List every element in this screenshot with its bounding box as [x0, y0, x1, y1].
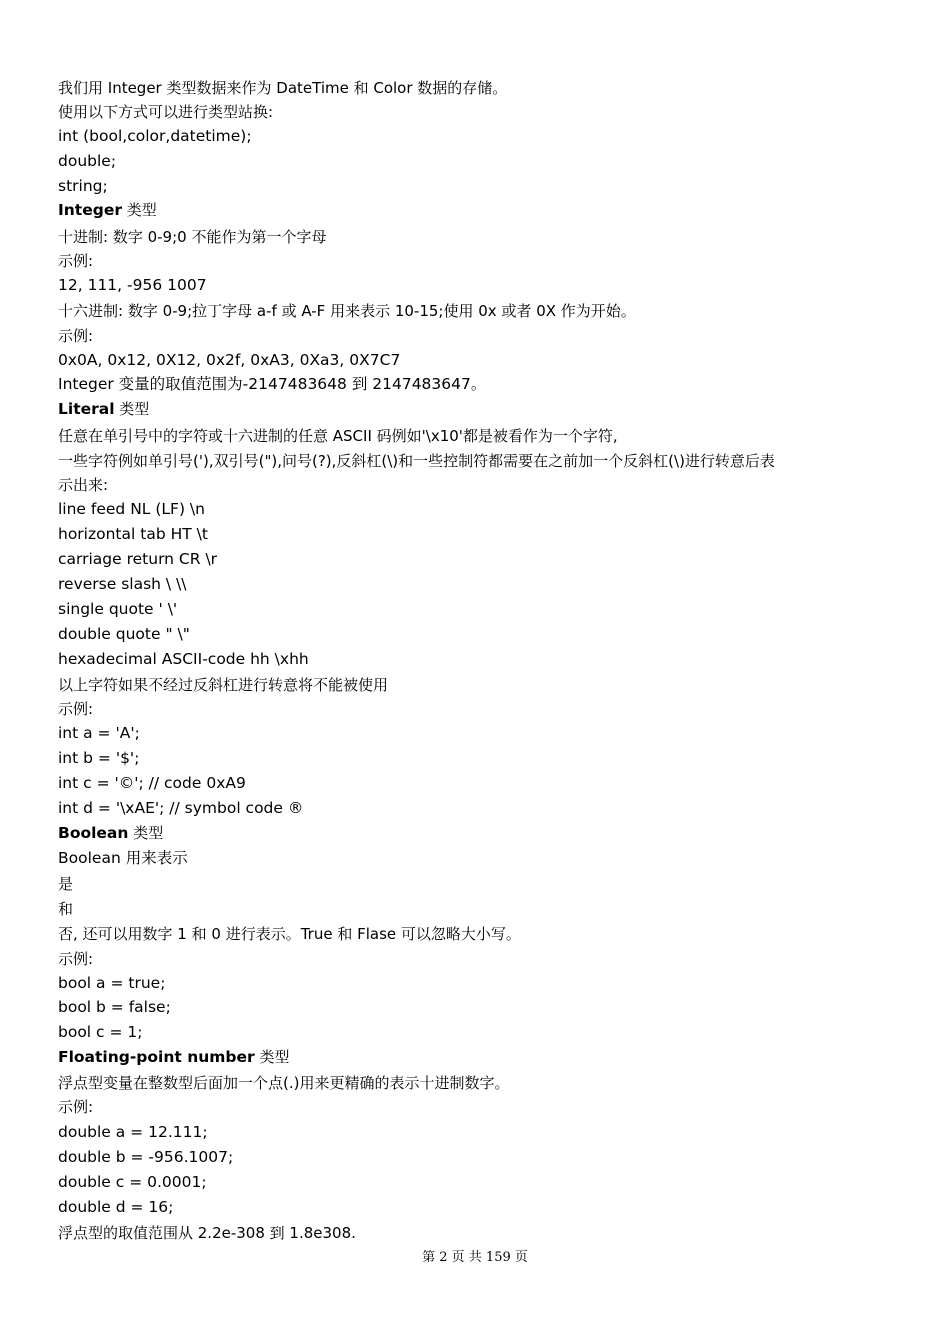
- section-heading-title: Integer: [58, 201, 122, 219]
- text-line: int d = '\xAE'; // symbol code ®: [58, 799, 304, 817]
- text-line: double a = 12.111;: [58, 1123, 208, 1141]
- text-line: 任意在单引号中的字符或十六进制的任意 ASCII 码例如'\x10'都是被看作为一个字符,: [58, 427, 618, 445]
- text-line: Boolean 用来表示: [58, 849, 188, 867]
- text-line: double quote " \": [58, 625, 190, 643]
- text-line: Integer 变量的取值范围为-2147483648 到 2147483647。: [58, 375, 487, 393]
- text-line: 十六进制: 数字 0-9;拉丁字母 a-f 或 A-F 用来表示 10-15;使用 0x 或者 0X 作为开始。: [58, 302, 636, 320]
- text-line: double b = -956.1007;: [58, 1148, 234, 1166]
- section-heading: [58, 198, 157, 222]
- section-heading-suffix: 类型: [114, 400, 150, 418]
- text-line: carriage return CR \r: [58, 550, 218, 568]
- text-line: 浮点型变量在整数型后面加一个点(.)用来更精确的表示十进制数字。: [58, 1074, 510, 1092]
- section-heading-title: Boolean: [58, 824, 129, 842]
- text-line: single quote ' \': [58, 600, 178, 618]
- text-line: 否, 还可以用数字 1 和 0 进行表示。True 和 Flase 可以忽略大小写。: [58, 925, 521, 943]
- text-line: int c = '©'; // code 0xA9: [58, 774, 246, 792]
- text-line: double c = 0.0001;: [58, 1173, 207, 1191]
- text-line: double d = 16;: [58, 1198, 174, 1216]
- text-line: 示例:: [58, 1098, 94, 1116]
- section-heading: [58, 821, 163, 845]
- text-line: bool a = true;: [58, 974, 166, 992]
- text-line: line feed NL (LF) \n: [58, 500, 205, 518]
- section-heading-title: Floating-point number: [58, 1048, 255, 1066]
- section-heading: [58, 397, 149, 421]
- text-line: 示例:: [58, 327, 94, 345]
- page-footer: 第 2 页 共 159 页: [422, 1250, 528, 1265]
- section-heading-title: Literal: [58, 400, 115, 418]
- text-line: 12, 111, -956 1007: [58, 276, 207, 294]
- section-heading-suffix: 类型: [128, 824, 164, 842]
- text-line: 示例:: [58, 700, 94, 718]
- text-line: double;: [58, 152, 117, 170]
- text-line: int a = 'A';: [58, 724, 140, 742]
- text-line: 使用以下方式可以进行类型站换:: [58, 103, 274, 121]
- text-line: 示出来:: [58, 476, 109, 494]
- section-heading-suffix: 类型: [254, 1048, 290, 1066]
- text-line: 浮点型的取值范围从 2.2e-308 到 1.8e308.: [58, 1224, 356, 1242]
- section-heading-suffix: 类型: [121, 201, 157, 219]
- text-line: 以上字符如果不经过反斜杠进行转意将不能被使用: [58, 676, 389, 694]
- text-line: 0x0A, 0x12, 0X12, 0x2f, 0xA3, 0Xa3, 0X7C7: [58, 351, 401, 369]
- text-line: 是: [58, 875, 74, 893]
- text-line: bool b = false;: [58, 998, 171, 1016]
- text-line: bool c = 1;: [58, 1023, 143, 1041]
- text-line: 和: [58, 900, 74, 918]
- text-line: string;: [58, 177, 108, 195]
- text-line: hexadecimal ASCII-code hh \xhh: [58, 650, 309, 668]
- text-line: 一些字符例如单引号('),双引号("),问号(?),反斜杠(\)和一些控制符都需要在之前加一个反斜杠(\)进行转意后表: [58, 452, 775, 470]
- text-line: 示例:: [58, 252, 94, 270]
- text-line: 示例:: [58, 950, 94, 968]
- text-line: int (bool,color,datetime);: [58, 127, 252, 145]
- text-line: 十进制: 数字 0-9;0 不能作为第一个字母: [58, 228, 327, 246]
- text-line: reverse slash \ \\: [58, 575, 187, 593]
- text-line: int b = '$';: [58, 749, 140, 767]
- text-line: horizontal tab HT \t: [58, 525, 208, 543]
- section-heading: [58, 1045, 289, 1069]
- text-line: 我们用 Integer 类型数据来作为 DateTime 和 Color 数据的存储。: [58, 79, 508, 97]
